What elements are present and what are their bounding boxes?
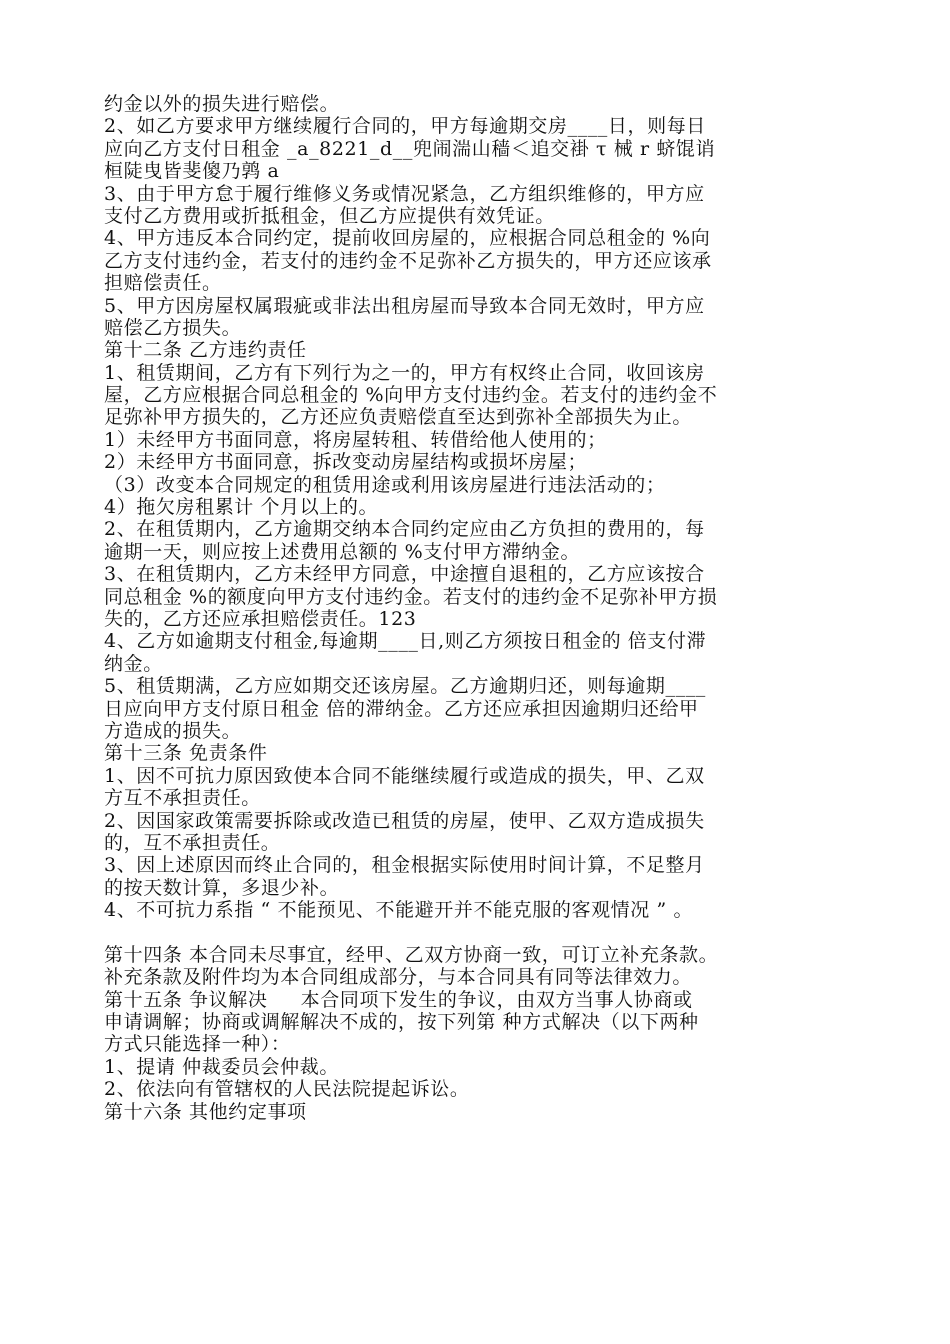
text-line: 第十四条 本合同未尽事宜，经甲、乙双方协商一致，可订立补充条款。 [104,943,719,966]
text-line: 乙方支付违约金，若支付的违约金不足弥补乙方损失的，甲方还应该承 [104,249,712,272]
text-line: 3、在租赁期内，乙方未经甲方同意，中途擅自退租的，乙方应该按合 [104,563,705,586]
text-line: 方造成的损失。 [104,719,242,742]
text-line: 方互不承担责任。 [104,787,261,810]
text-line: 的按天数计算，多退少补。 [104,876,340,899]
text-line: 桓陡曳皆斐傻乃鹑 a [104,160,280,183]
text-line: 第十二条 乙方违约责任 [104,339,307,362]
text-line: 1、提请 仲裁委员会仲裁。 [104,1055,339,1078]
text-line: 应向乙方支付日租金 _a_8221_d__兜闹湍山穑＜追交褂 τ 械 r 蛴馄诮 [104,137,716,160]
text-line: 4、不可抗力系指 “ 不能预见、不能避开并不能克服的客观情况 ” 。 [104,899,694,922]
text-line: 2、在租赁期内，乙方逾期交纳本合同约定应由乙方负担的费用的，每 [104,518,705,541]
text-line: 2）未经甲方书面同意，拆改变动房屋结构或损坏房屋； [104,451,588,474]
text-line: 2、依法向有管辖权的人民法院提起诉讼。 [104,1078,470,1101]
text-line: 日应向甲方支付原日租金 倍的滞纳金。乙方还应承担因逾期归还给甲 [104,697,699,720]
text-line: 同总租金 %的额度向甲方支付违约金。若支付的违约金不足弥补甲方损 [104,585,718,608]
text-line: 3、由于甲方怠于履行维修义务或情况紧急，乙方组织维修的，甲方应 [104,182,705,205]
text-line: 支付乙方费用或折抵租金，但乙方应提供有效凭证。 [104,204,555,227]
text-line: （3）改变本合同规定的租赁用途或利用该房屋进行违法活动的； [104,473,666,496]
text-line: 4、乙方如逾期支付租金,每逾期____日,则乙方须按日租金的 倍支付滞 [104,630,707,653]
text-line: 逾期一天，则应按上述费用总额的 %支付甲方滞纳金。 [104,540,581,563]
text-line: 4）拖欠房租累计 个月以上的。 [104,496,379,519]
text-line: 5、租赁期满，乙方应如期交还该房屋。乙方逾期归还，则每逾期____ [104,675,706,698]
text-line: 2、如乙方要求甲方继续履行合同的，甲方每逾期交房____日，则每日 [104,115,706,138]
text-line: 赔偿乙方损失。 [104,316,242,339]
text-line: 失的，乙方还应承担赔偿责任。123 [104,607,417,630]
text-line: 1、因不可抗力原因致使本合同不能继续履行或造成的损失，甲、乙双 [104,764,705,787]
text-line: 1、租赁期间，乙方有下列行为之一的，甲方有权终止合同，收回该房 [104,361,705,384]
paragraph-gap [104,921,870,943]
text-line: 2、因国家政策需要拆除或改造已租赁的房屋，使甲、乙双方造成损失 [104,809,705,832]
text-line: 纳金。 [104,652,163,675]
text-line: 约金以外的损失进行赔偿。 [104,93,340,115]
text-line: 第十五条 争议解决 本合同项下发生的争议，由双方当事人协商或 [104,988,693,1011]
text-line: 担赔偿责任。 [104,272,222,295]
text-line: 3、因上述原因而终止合同的，租金根据实际使用时间计算，不足整月 [104,854,705,877]
text-line: 补充条款及附件均为本合同组成部分，与本合同具有同等法律效力。 [104,966,693,989]
text-line: 第十六条 其他约定事项 [104,1100,307,1123]
text-line: 申请调解；协商或调解解决不成的，按下列第 种方式解决（以下两种 [104,1011,699,1034]
contract-text-block-a [104,93,870,921]
text-line: 4、甲方违反本合同约定，提前收回房屋的，应根据合同总租金的 %向 [104,227,711,250]
text-line: 方式只能选择一种）： [104,1033,291,1056]
text-line: 第十三条 免责条件 [104,742,268,765]
text-line: 1）未经甲方书面同意，将房屋转租、转借给他人使用的； [104,428,607,451]
text-line: 屋，乙方应根据合同总租金的 %向甲方支付违约金。若支付的违约金不 [104,384,718,407]
text-line: 的，互不承担责任。 [104,831,281,854]
contract-text-block-b [104,944,870,1123]
text-line: 5、甲方因房屋权属瑕疵或非法出租房屋而导致本合同无效时，甲方应 [104,294,705,317]
text-line: 足弥补甲方损失的，乙方还应负责赔偿直至达到弥补全部损失为止。 [104,406,693,429]
